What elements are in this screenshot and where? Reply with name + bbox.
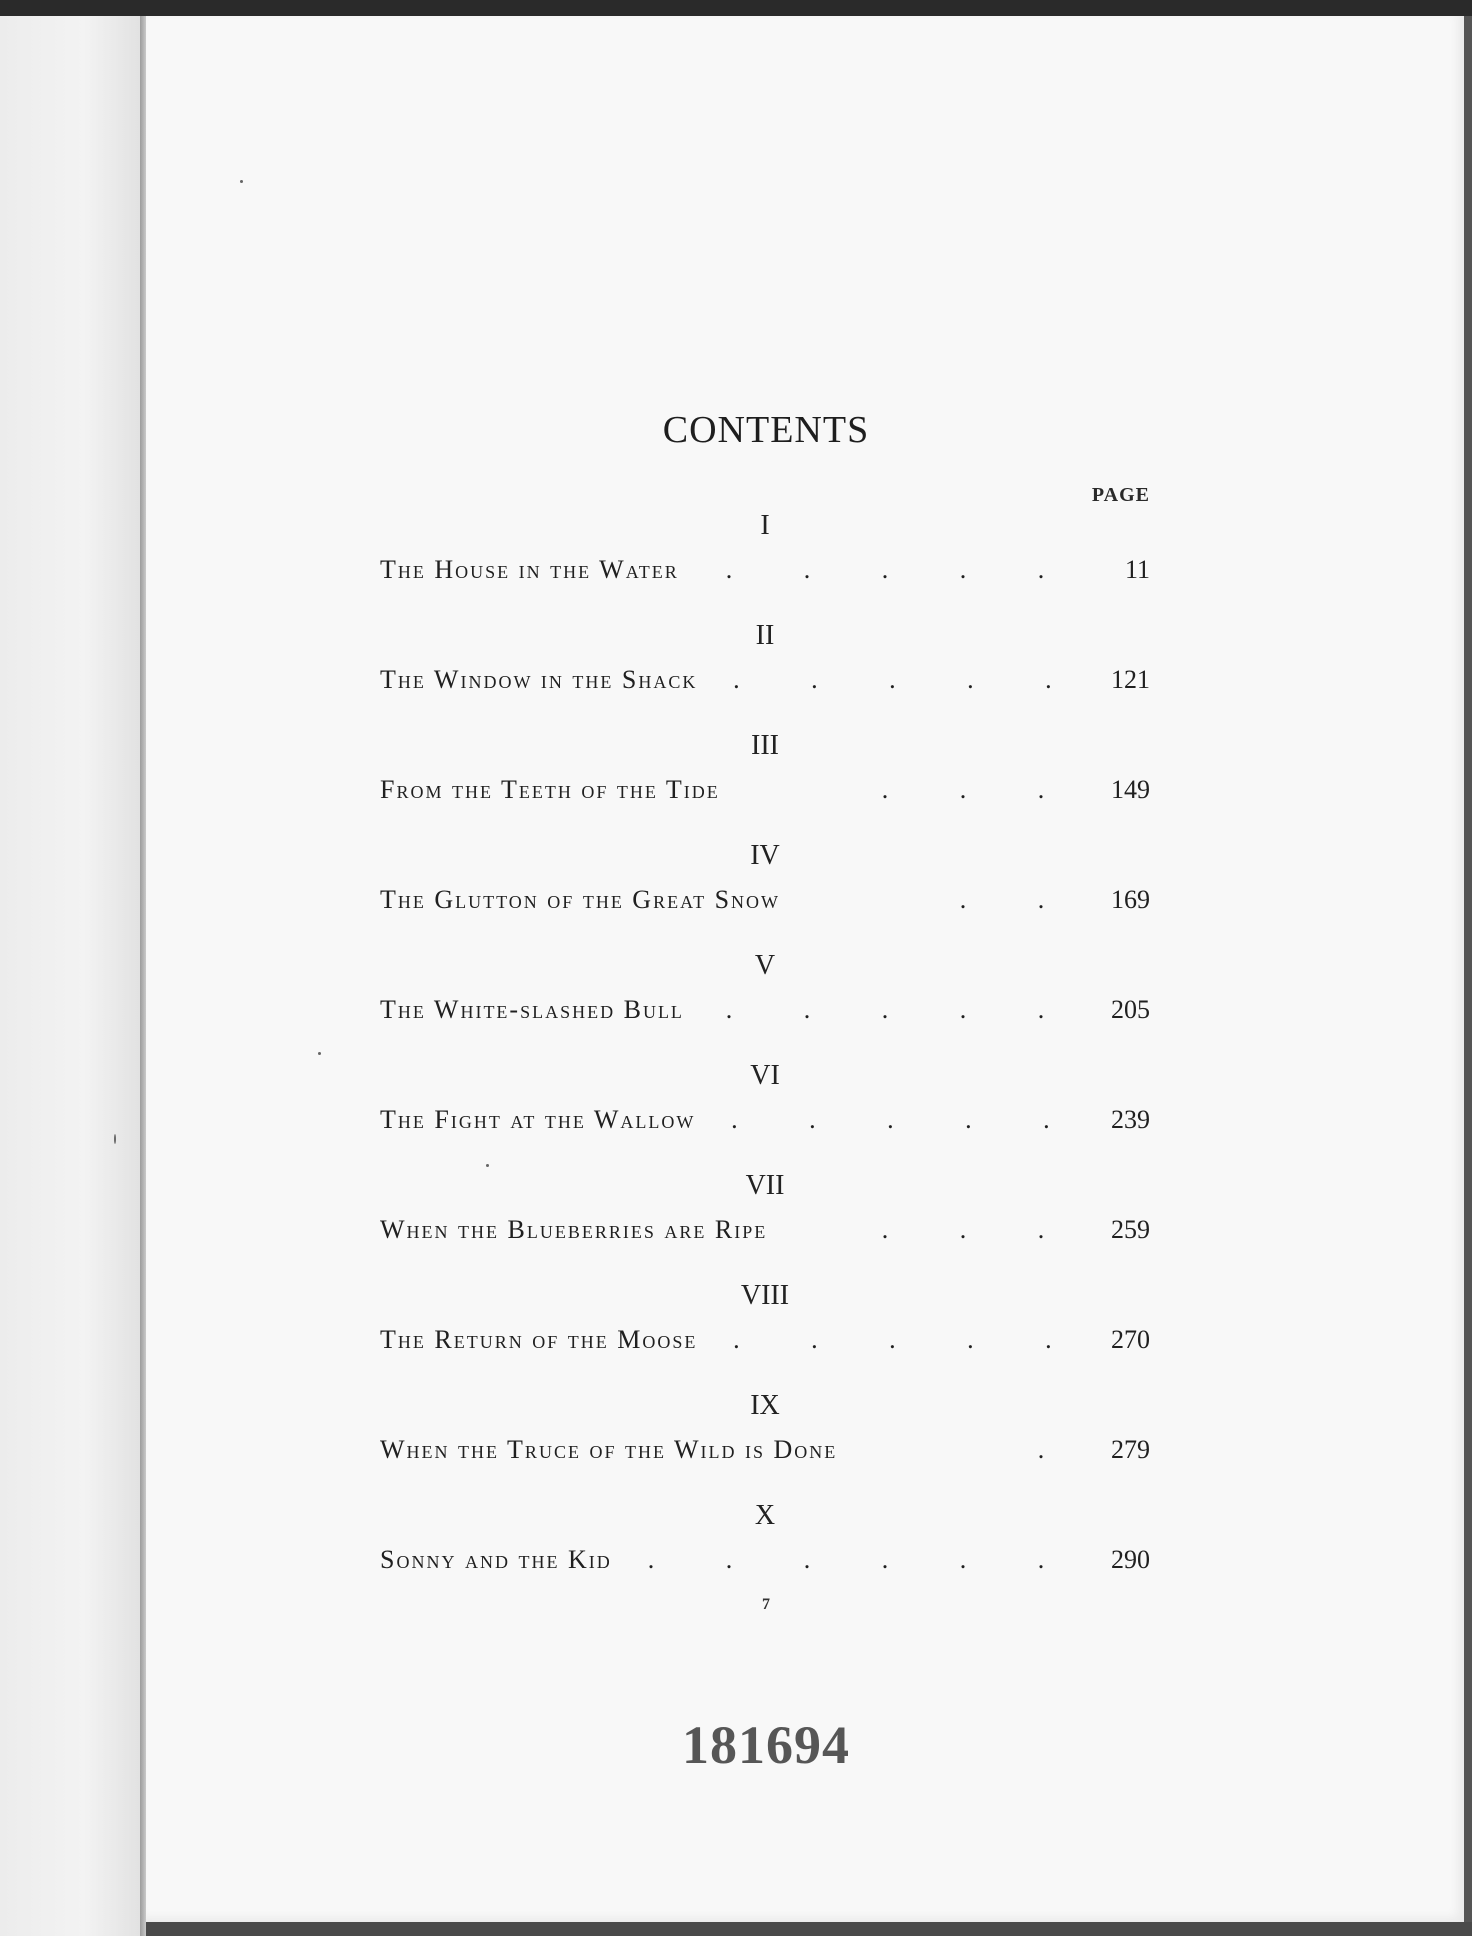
toc-line <box>380 1105 1150 1145</box>
dot-leader: . . . . . . <box>647 1545 1045 1574</box>
dot-leader: . . . . . <box>733 665 1052 694</box>
chapter-title: The White-slashed Bull <box>380 995 684 1024</box>
chapter-numeral: IV <box>750 840 780 871</box>
chapter-numeral: IX <box>750 1390 780 1421</box>
page-title: CONTENTS <box>662 409 870 451</box>
dot-leader: . . . . . <box>725 555 1045 584</box>
dot-leader: . . <box>959 885 1045 914</box>
toc-entry <box>380 730 1150 840</box>
toc-entry <box>380 1060 1150 1170</box>
chapter-numeral: II <box>755 620 775 651</box>
page-column-label: PAGE <box>1091 484 1150 506</box>
toc-entry <box>380 840 1150 950</box>
toc-line <box>380 775 1150 815</box>
chapter-page-number: 169 <box>1111 885 1150 914</box>
chapter-title: When the Blueberries are Ripe <box>380 1215 768 1244</box>
paper-speck <box>114 1134 116 1144</box>
chapter-numeral: VIII <box>740 1280 790 1311</box>
scan-bottom-border <box>146 1922 1472 1936</box>
chapter-title: The House in the Water <box>380 555 679 584</box>
toc-entry <box>380 510 1150 620</box>
toc-line <box>380 665 1150 705</box>
chapter-numeral: III <box>751 730 779 761</box>
chapter-title: The Window in the Shack <box>380 665 698 694</box>
chapter-page-number: 121 <box>1111 665 1150 694</box>
chapter-title: The Glutton of the Great Snow <box>380 885 781 914</box>
paper-speck <box>318 1052 321 1055</box>
chapter-numeral: I <box>760 510 770 541</box>
accession-stamp: 181694 <box>682 1715 850 1775</box>
toc-entry <box>380 1390 1150 1500</box>
chapter-page-number: 239 <box>1111 1105 1150 1134</box>
chapter-page-number: 279 <box>1111 1435 1150 1464</box>
dot-leader: . . . . . <box>731 1105 1050 1134</box>
chapter-page-number: 205 <box>1111 995 1150 1024</box>
dot-leader: . . . . . <box>725 995 1045 1024</box>
toc-line <box>380 555 1150 595</box>
dot-leader: . . . <box>881 1215 1045 1244</box>
paper-speck <box>240 180 243 183</box>
chapter-title: When the Truce of the Wild is Done <box>380 1435 838 1464</box>
page-number: 7 <box>762 1596 770 1613</box>
chapter-page-number: 259 <box>1111 1215 1150 1244</box>
dot-leader: . . . . . <box>733 1325 1052 1354</box>
scan-top-border <box>0 0 1472 16</box>
chapter-numeral: V <box>754 950 776 981</box>
chapter-numeral: X <box>754 1500 776 1531</box>
chapter-title: From the Teeth of the Tide <box>380 775 720 804</box>
chapter-page-number: 290 <box>1111 1545 1150 1574</box>
toc-line <box>380 1545 1150 1585</box>
dot-leader: . . . <box>881 775 1045 804</box>
toc-entry <box>380 950 1150 1060</box>
toc-line <box>380 885 1150 925</box>
chapter-page-number: 149 <box>1111 775 1150 804</box>
toc-entry <box>380 1500 1150 1610</box>
scan-right-border <box>1464 16 1472 1936</box>
toc-entry <box>380 1170 1150 1280</box>
toc-entry <box>380 620 1150 730</box>
toc-line <box>380 1325 1150 1365</box>
dot-leader: . <box>1037 1435 1045 1464</box>
left-margin <box>0 16 140 1936</box>
chapter-title: The Fight at the Wallow <box>380 1105 696 1134</box>
toc-line <box>380 1435 1150 1475</box>
toc-entry <box>380 1280 1150 1390</box>
chapter-title: The Return of the Moose <box>380 1325 698 1354</box>
toc-line <box>380 1215 1150 1255</box>
chapter-numeral: VI <box>750 1060 780 1091</box>
chapter-page-number: 11 <box>1124 555 1150 584</box>
chapter-numeral: VII <box>745 1170 785 1201</box>
toc-line <box>380 995 1150 1035</box>
chapter-page-number: 270 <box>1111 1325 1150 1354</box>
chapter-title: Sonny and the Kid <box>380 1545 612 1574</box>
